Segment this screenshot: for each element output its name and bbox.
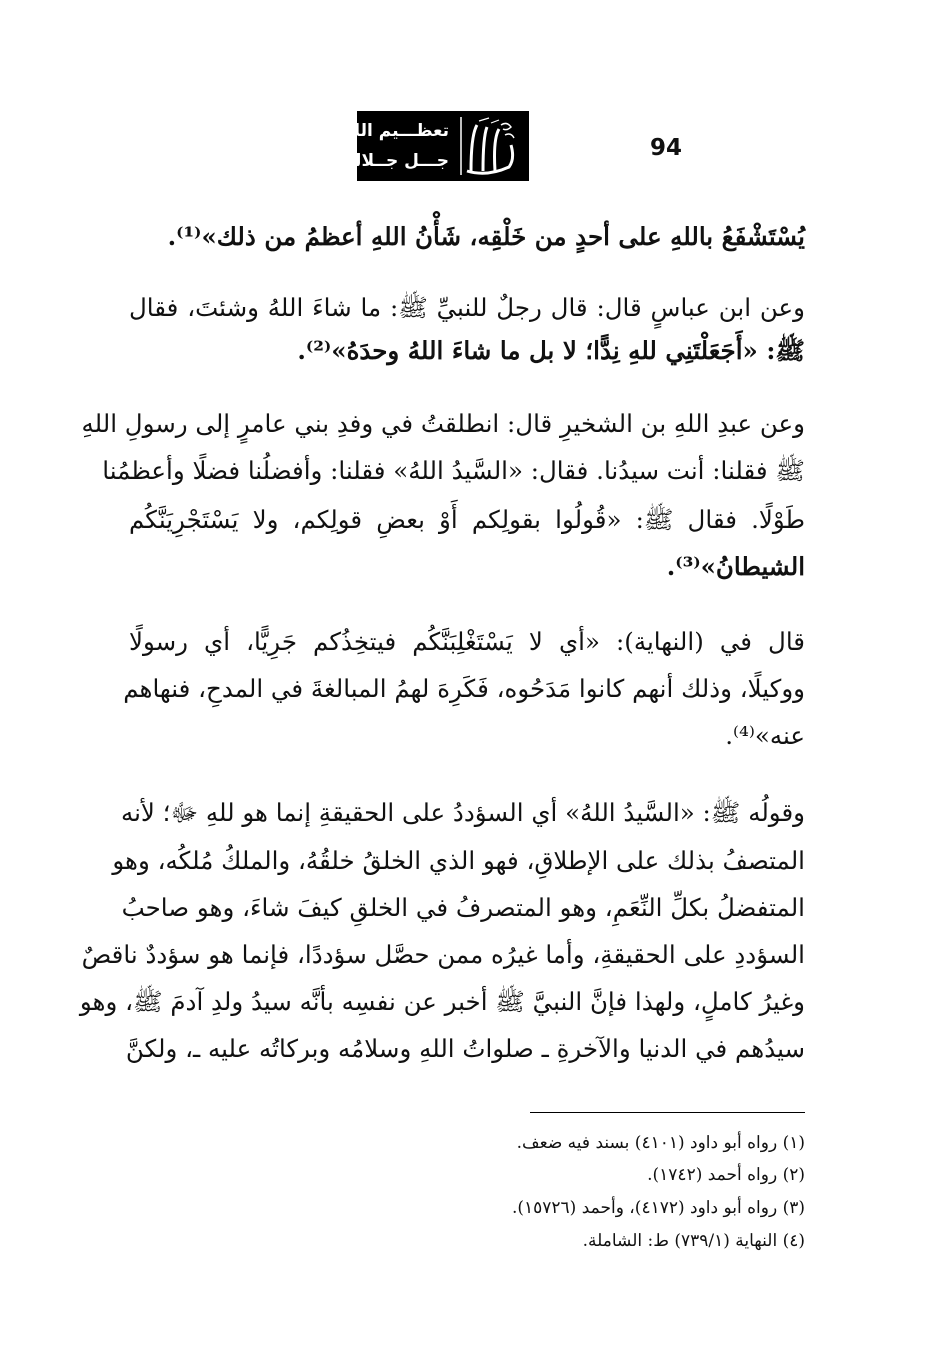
book-title-box — [325, 111, 529, 181]
body-line-8: قال في (النهاية): «أي لا يَسْتَغْلِبَنَّكُم فيتخِذُكم جَرِيًّا، أي رسولًا — [129, 627, 805, 656]
body-line-1: يُسْتَشْفَعُ باللهِ على أحدٍ من خَلْقِه، شَأْنُ اللهِ أعظمُ من ذلك»⁽¹⁾. — [167, 222, 805, 251]
body-line-7: الشيطانُ»⁽³⁾. — [666, 552, 805, 581]
page-number: 94 — [650, 135, 683, 161]
body-line-6: طَوْلًا. فقال ﷺ: «قُولُوا بقولِكم أَوْ بعضِ قولِكم، ولا يَسْتَجْرِيَنَّكُم — [129, 505, 805, 534]
footnote-2: (٢) رواه أحمد (١٧٤٢). — [647, 1165, 805, 1185]
book-title-line2: جـــل جــلالــه — [333, 151, 449, 171]
body-line-4: وعن عبدِ اللهِ بن الشخيرِ قال: انطلقتُ في وفدِ بني عامرٍ إلى رسولِ اللهِ — [81, 409, 805, 438]
body-line-11: وقولُه ﷺ: «السَّيدُ اللهُ» أي السؤددُ على الحقيقةِ إنما هو للهِ ﷻ؛ لأنه — [120, 798, 805, 827]
body-line-10: عنه»⁽⁴⁾. — [725, 721, 805, 750]
page-header — [325, 107, 683, 181]
footnote-3: (٣) رواه أبو داود (٤١٧٢)، وأحمد (١٥٧٢٦). — [511, 1198, 805, 1218]
calligraphy-emblem-icon — [457, 115, 523, 177]
footnote-1: (١) رواه أبو داود (٤١٠١) بسند فيه ضعف. — [516, 1133, 805, 1153]
body-line-12: المتصفُ بذلك على الإطلاقِ، فهو الذي الخلقُ خلقُهُ، والملكُ مُلكُه، وهو — [112, 846, 805, 875]
body-line-14: السؤددِ على الحقيقةِ، وأما غيرُه ممن حصَّل سؤددًا، فإنما هو سؤددٌ ناقصٌ — [81, 940, 805, 969]
body-line-9: ووكيلًا، وذلك أنهم كانوا مَدَحُوه، فَكَرِهَ لهمُ المبالغةَ في المدحِ، فنهاهم — [123, 674, 805, 703]
body-line-2: وعن ابن عباسٍ قال: قال رجلٌ للنبيِّ ﷺ: ما شاءَ اللهُ وشئتَ، فقال — [129, 293, 805, 322]
body-line-15: وغيرُ كاملٍ، ولهذا فإنَّ النبيَّ ﷺ أخبر عن نفسِه بأنَّه سيدُ ولدِ آدمَ ﷺ، وهو — [79, 987, 805, 1016]
body-line-16: سيدُهم في الدنيا والآخرةِ ـ صلواتُ اللهِ وسلامُه وبركاتُه عليه ـ، ولكنَّ — [125, 1034, 805, 1063]
book-title-line1: تعظـــيم اللـــه — [325, 121, 449, 141]
body-line-13: المتفضلُ بكلِّ النِّعَمِ، وهو المتصرفُ في الخلقِ كيفَ شاءَ، وهو صاحبُ — [121, 893, 805, 922]
body-line-5: ﷺ فقلنا: أنت سيدُنا. فقال: «السَّيدُ اللهُ» فقلنا: وأفضلُنا فضلًا وأعظمُنا — [102, 456, 805, 485]
footnote-divider — [530, 1112, 805, 1113]
body-line-3: ﷺ: «أَجَعَلْتَنِي للهِ نِدًّا؛ لا بل ما شاءَ اللهُ وحدَهُ»⁽²⁾. — [297, 336, 805, 365]
footnote-4: (٤) النهاية (٧٣٩/١) ط: الشاملة. — [582, 1231, 805, 1251]
